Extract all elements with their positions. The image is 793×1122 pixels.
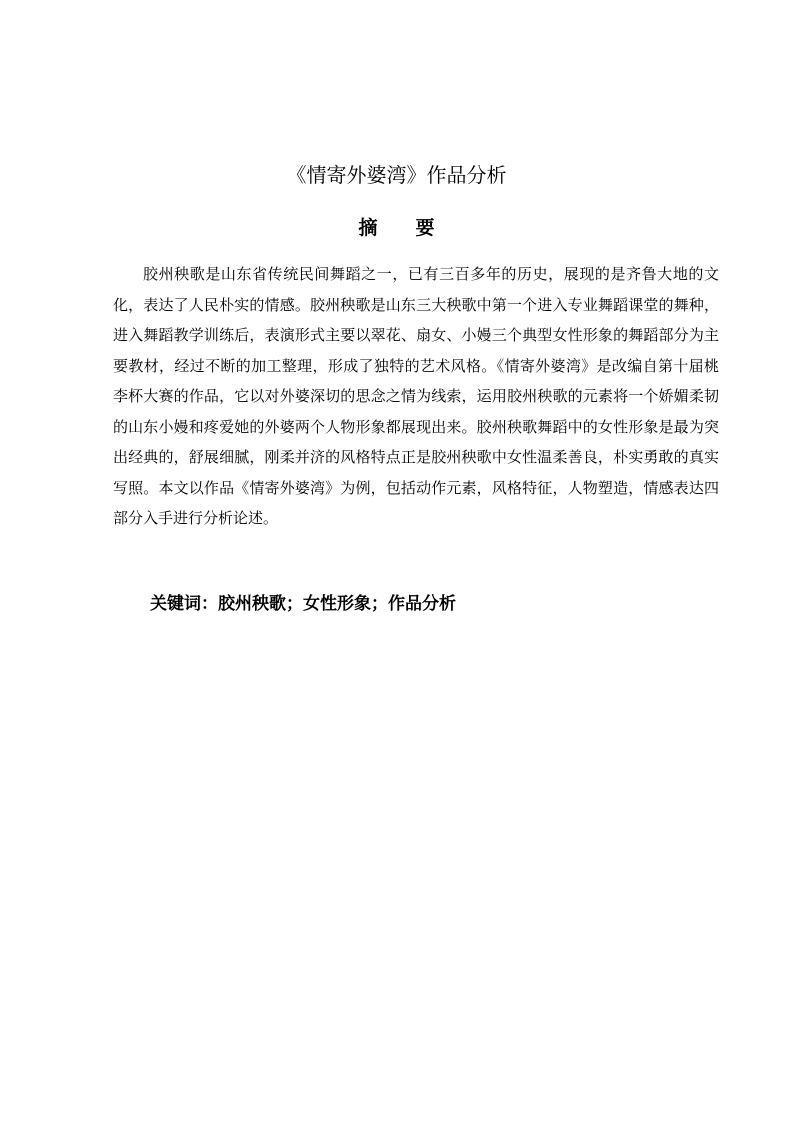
abstract-paragraph: 胶州秧歌是山东省传统民间舞蹈之一，已有三百多年的历史，展现的是齐鲁大地的文化，表达了人民朴实的情感。胶州秧歌是山东三大秧歌中第一个进入专业舞蹈课堂的舞种，进入舞蹈教学训练后，表演形式主要以翠花、扇女、小嫚三个典型女性形象的舞蹈部分为主要教材，经过不断的加工整理，形成了独特的艺术风格。《情寄外婆湾》是改编自第十届桃李杯大赛的作品，它以对外婆深切的思念之情为线索，运用胶州秧歌的元素将一个娇媚柔韧的山东小嫚和疼爱她的外婆两个人物形象都展现出来。胶州秧歌舞蹈中的女性形象是最为突出经典的，舒展细腻，刚柔并济的风格特点正是胶州秧歌中女性温柔善良，朴实勇敢的真实写照。本文以作品《情寄外婆湾》为例，包括动作元素，风格特征，人物塑造，情感表达四部分入手进行分析论述。 [113, 265, 719, 527]
keywords-line: 关键词：胶州秧歌；女性形象；作品分析 [150, 594, 456, 614]
document-title: 《情寄外婆湾》作品分析 [286, 163, 507, 187]
abstract-heading: 摘要 [358, 217, 473, 239]
